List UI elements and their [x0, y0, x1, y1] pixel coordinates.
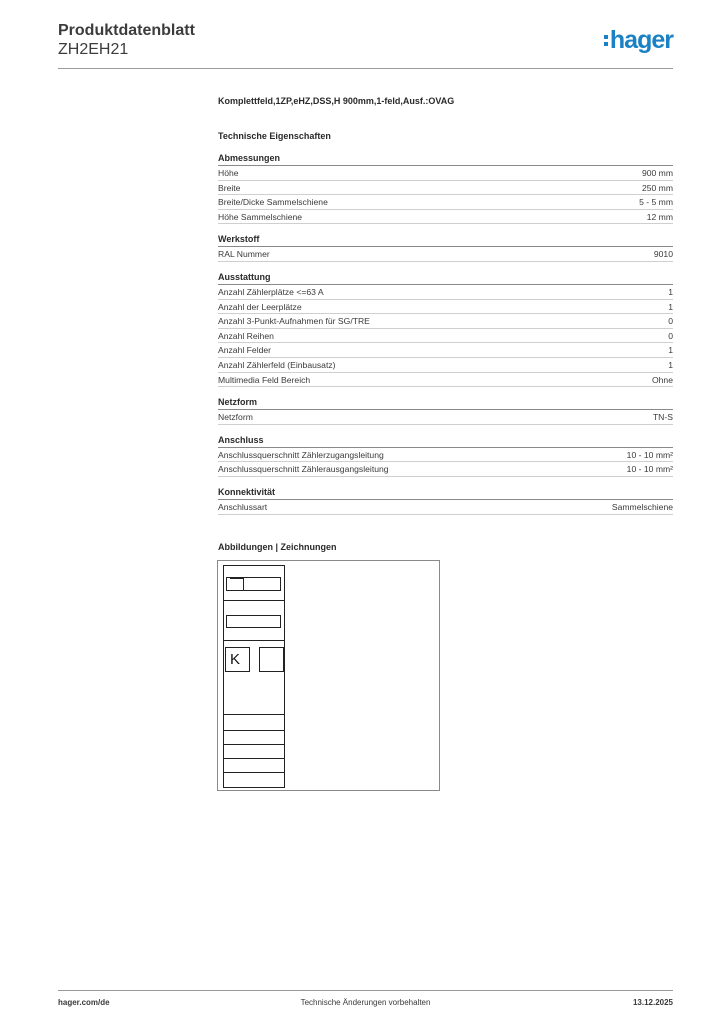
- group-title: Abmessungen: [218, 153, 673, 166]
- property-label: Netzform: [218, 412, 253, 423]
- section-heading: Technische Eigenschaften: [218, 131, 331, 141]
- section-line: [224, 758, 284, 759]
- property-value: 1: [668, 345, 673, 356]
- section-line: [224, 730, 284, 731]
- property-value: 12 mm: [646, 211, 673, 222]
- header-divider: [58, 68, 673, 69]
- property-label: Anzahl Zählerfeld (Einbausatz): [218, 359, 336, 370]
- property-label: Anschlussquerschnitt Zählerzugangsleitung: [218, 449, 384, 460]
- property-label: Anzahl 3-Punkt-Aufnahmen für SG/TRE: [218, 316, 370, 327]
- dash-mark: [230, 578, 244, 579]
- group-title: Anschluss: [218, 435, 673, 448]
- rail-box: [226, 615, 281, 628]
- property-value: 0: [668, 316, 673, 327]
- property-value: Ohne: [651, 374, 673, 385]
- empty-box: [259, 647, 284, 672]
- top-divider: [243, 577, 244, 591]
- property-group: [218, 153, 673, 224]
- technical-drawing: [217, 560, 440, 791]
- property-group: [218, 397, 673, 425]
- property-group: [218, 234, 673, 262]
- group-title: Konnektivität: [218, 487, 673, 500]
- hager-logo: [604, 28, 673, 53]
- property-row: [218, 285, 673, 300]
- page-footer: [58, 998, 673, 1010]
- property-group: [218, 272, 673, 387]
- page-header: [58, 20, 673, 70]
- property-label: Anschlussquerschnitt Zählerausgangsleitung: [218, 464, 389, 475]
- property-label: Höhe Sammelschiene: [218, 211, 303, 222]
- property-row: [218, 195, 673, 210]
- property-label: Anschlussart: [218, 501, 268, 512]
- meter-letter: K: [230, 651, 241, 668]
- property-label: Anzahl der Leerplätze: [218, 301, 302, 312]
- figures-heading: Abbildungen | Zeichnungen: [218, 542, 337, 552]
- product-description: Komplettfeld,1ZP,eHZ,DSS,H 900mm,1-feld,Ausf.:OVAG: [218, 96, 455, 106]
- section-line: [224, 772, 284, 773]
- group-title: Werkstoff: [218, 234, 673, 247]
- property-row: [218, 247, 673, 262]
- section-line: [224, 744, 284, 745]
- property-value: 0: [668, 330, 673, 341]
- property-row: [218, 166, 673, 181]
- property-label: Breite: [218, 182, 241, 193]
- property-value: 1: [668, 301, 673, 312]
- property-label: Anzahl Felder: [218, 345, 272, 356]
- section-line: [224, 714, 284, 715]
- datasheet-content: [218, 96, 673, 515]
- property-row: [218, 358, 673, 373]
- logo-text: hager: [609, 26, 673, 54]
- footer-divider: [58, 990, 673, 991]
- document-title: Produktdatenblatt: [58, 22, 195, 39]
- property-value: 10 - 10 mm²: [626, 464, 673, 475]
- property-group: [218, 487, 673, 515]
- property-value: 1: [668, 359, 673, 370]
- property-groups: [218, 153, 673, 515]
- article-number: ZH2EH21: [58, 41, 129, 58]
- logo-dots-icon: [604, 35, 608, 46]
- property-value: 9010: [653, 249, 673, 260]
- footer-date: 13.12.2025: [632, 998, 673, 1007]
- property-label: RAL Nummer: [218, 249, 270, 260]
- property-row: [218, 181, 673, 196]
- group-title: Ausstattung: [218, 272, 673, 285]
- property-row: [218, 500, 673, 515]
- property-value: 900 mm: [641, 168, 673, 178]
- property-row: [218, 210, 673, 225]
- cabinet-outline: [223, 565, 285, 788]
- property-value: 250 mm: [641, 182, 673, 193]
- section-line: [224, 640, 284, 641]
- group-title: Netzform: [218, 397, 673, 410]
- property-row: [218, 373, 673, 388]
- property-label: Breite/Dicke Sammelschiene: [218, 197, 328, 208]
- property-group: [218, 435, 673, 477]
- property-label: Multimedia Feld Bereich: [218, 374, 311, 385]
- property-value: 1: [668, 286, 673, 297]
- property-label: Anzahl Reihen: [218, 330, 274, 341]
- footer-notice: Technische Änderungen vorbehalten: [300, 998, 431, 1007]
- property-row: [218, 300, 673, 315]
- property-label: Höhe: [218, 168, 239, 178]
- property-value: 10 - 10 mm²: [626, 449, 673, 460]
- property-row: [218, 329, 673, 344]
- property-row: [218, 314, 673, 329]
- property-value: TN-S: [652, 412, 673, 423]
- property-row: [218, 462, 673, 477]
- property-value: 5 - 5 mm: [639, 197, 673, 208]
- footer-website: hager.com/de: [58, 998, 110, 1007]
- property-row: [218, 448, 673, 463]
- top-compartment: [226, 577, 281, 591]
- property-label: Anzahl Zählerplätze <=63 A: [218, 286, 324, 297]
- section-line: [224, 600, 284, 601]
- property-row: [218, 343, 673, 358]
- property-row: [218, 410, 673, 425]
- property-value: Sammelschiene: [611, 501, 673, 512]
